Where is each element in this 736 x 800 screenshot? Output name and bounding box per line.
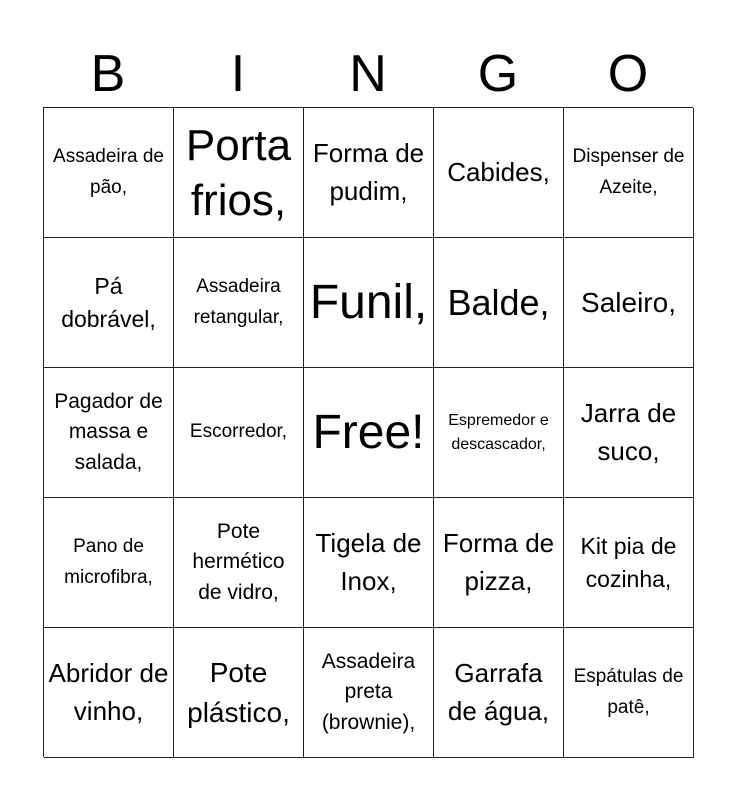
bingo-header bbox=[43, 40, 693, 108]
cell-label: Balde, bbox=[447, 281, 550, 323]
cell-label: Garrafa de água, bbox=[447, 657, 550, 726]
header-letter-i: I bbox=[230, 45, 246, 103]
cell-label: Pagador de massa e salada, bbox=[54, 389, 163, 474]
bingo-cell[interactable] bbox=[434, 498, 564, 628]
cell-label: Pote plástico, bbox=[187, 657, 290, 728]
header-letter-n: N bbox=[349, 45, 387, 103]
bingo-cell[interactable] bbox=[174, 238, 304, 368]
cell-label: Funil, bbox=[309, 275, 428, 329]
cell-label: Jarra de suco, bbox=[580, 397, 677, 466]
cell-label: Kit pia de cozinha, bbox=[580, 533, 677, 592]
header-letter-o: O bbox=[607, 45, 649, 103]
cell-label: Assadeira de pão, bbox=[53, 146, 164, 198]
cell-label: Pá dobrável, bbox=[61, 273, 156, 332]
cell-label: Espátulas de patê, bbox=[573, 666, 684, 718]
bingo-cell[interactable] bbox=[304, 238, 434, 368]
cell-label: Pano de microfibra, bbox=[64, 536, 153, 588]
bingo-cell[interactable] bbox=[434, 628, 564, 758]
bingo-board bbox=[43, 107, 693, 757]
bingo-cell[interactable] bbox=[304, 108, 434, 238]
bingo-cell[interactable] bbox=[304, 498, 434, 628]
cell-label: Abridor de vinho, bbox=[48, 657, 169, 726]
cell-label: Escorredor, bbox=[189, 421, 288, 443]
cell-label: Tigela de Inox, bbox=[315, 527, 422, 596]
bingo-cell[interactable] bbox=[44, 628, 174, 758]
bingo-cell[interactable] bbox=[304, 628, 434, 758]
cell-label: Saleiro, bbox=[581, 286, 676, 318]
header-letter-g: G bbox=[477, 45, 519, 103]
cell-label: Espremedor e descascador, bbox=[448, 412, 549, 453]
bingo-cell[interactable] bbox=[434, 108, 564, 238]
bingo-cell[interactable] bbox=[564, 628, 694, 758]
bingo-cell[interactable] bbox=[174, 368, 304, 498]
cell-label: Pote hermético de vidro, bbox=[192, 519, 285, 604]
bingo-cell[interactable] bbox=[174, 628, 304, 758]
bingo-cell[interactable] bbox=[44, 238, 174, 368]
bingo-cell[interactable] bbox=[44, 108, 174, 238]
bingo-cell[interactable] bbox=[44, 368, 174, 498]
bingo-cell[interactable] bbox=[44, 498, 174, 628]
bingo-cell[interactable] bbox=[434, 368, 564, 498]
bingo-cell[interactable] bbox=[174, 108, 304, 238]
bingo-cell[interactable] bbox=[174, 498, 304, 628]
cell-label: Free! bbox=[312, 405, 425, 459]
header-letter-b: B bbox=[90, 45, 126, 103]
cell-label: Porta frios, bbox=[185, 120, 292, 225]
bingo-cell[interactable] bbox=[564, 238, 694, 368]
cell-label: Forma de pudim, bbox=[312, 137, 425, 206]
cell-label: Assadeira preta (brownie), bbox=[321, 649, 416, 734]
bingo-cell[interactable] bbox=[564, 368, 694, 498]
cell-label: Dispenser de Azeite, bbox=[572, 146, 685, 198]
bingo-cell[interactable] bbox=[564, 108, 694, 238]
cell-label: Assadeira retangular, bbox=[193, 276, 284, 328]
cell-label: Cabides, bbox=[447, 156, 550, 187]
bingo-cell[interactable] bbox=[434, 238, 564, 368]
bingo-cell[interactable] bbox=[564, 498, 694, 628]
cell-label: Forma de pizza, bbox=[442, 527, 555, 596]
free-space[interactable] bbox=[304, 368, 434, 498]
